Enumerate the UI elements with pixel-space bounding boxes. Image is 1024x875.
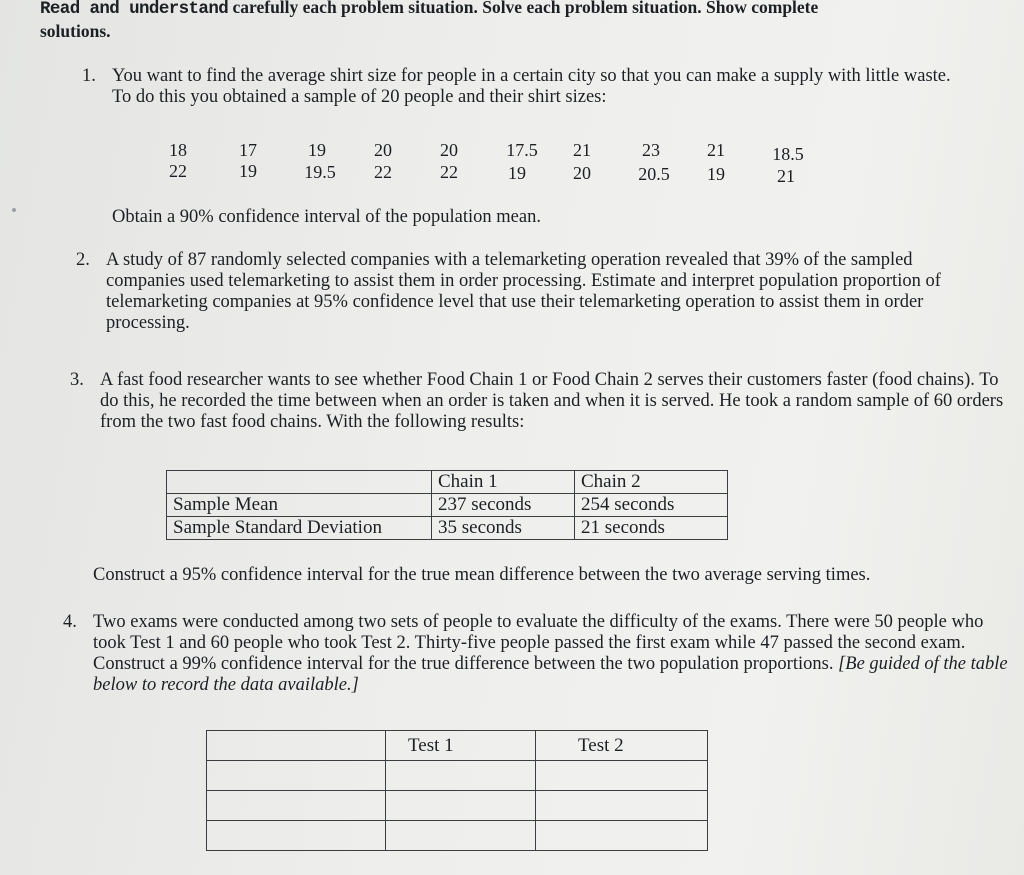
table-cell	[386, 761, 536, 791]
table-cell	[536, 761, 708, 791]
table-cell	[386, 821, 536, 851]
table-cell	[207, 821, 386, 851]
shirt-size-value: 23	[642, 140, 660, 160]
table-header-cell: Test 2	[536, 731, 708, 761]
problem-3-question: Construct a 95% confidence interval for the true mean difference between the two average serving times.	[93, 565, 871, 585]
table-row	[207, 821, 708, 851]
shirt-size-value: 19	[239, 161, 257, 181]
table-cell	[207, 761, 386, 791]
shirt-size-value: 20	[440, 140, 458, 160]
table-row	[167, 471, 728, 494]
problem-1-text: You want to find the average shirt size for people in a certain city so that you can make a supply with little waste. To do this you obtained a sample of 20 people and their shirt sizes:	[112, 66, 951, 107]
table-row	[207, 791, 708, 821]
table-cell: Sample Mean	[167, 494, 432, 517]
table-cell	[386, 791, 536, 821]
problem-4	[63, 612, 1018, 696]
problem-2	[76, 250, 981, 334]
shirt-size-value: 18.5	[772, 144, 804, 164]
table-cell	[536, 821, 708, 851]
shirt-size-value: 20.5	[638, 164, 670, 184]
table-cell: 35 seconds	[432, 517, 575, 540]
header-bold-lead: Read and understand	[40, 0, 229, 19]
shirt-size-value: 19	[707, 164, 725, 184]
problem-4-number: 4.	[63, 612, 77, 632]
shirt-size-value: 21	[707, 140, 725, 160]
table-header-cell: Chain 1	[432, 471, 575, 494]
shirt-size-value: 22	[374, 162, 392, 182]
shirt-size-value: 21	[573, 140, 591, 160]
shirt-size-value: 19	[508, 163, 526, 183]
instructions-header	[40, 0, 970, 42]
problem-4-note: [Be guided of the table below to record the data available.]	[93, 654, 1008, 695]
table-cell	[207, 791, 386, 821]
shirt-size-value: 20	[374, 140, 392, 160]
table-cell	[536, 791, 708, 821]
stray-mark	[12, 208, 16, 212]
problem-2-text: A study of 87 randomly selected companies with a telemarketing operation revealed that 39% of the sampled companies used telemarketing to assist them in order processing. Estimate and interpret population proportion of telemarketing companies at 95% confidence level that use their telemarketing operation to assist them in order processing.	[106, 250, 941, 333]
problem-2-number: 2.	[76, 250, 90, 270]
table-row	[167, 494, 728, 517]
problem-3-text: A fast food researcher wants to see whether Food Chain 1 or Food Chain 2 serves their customers faster (food chains). To do this, he recorded the time between when an order is taken and when it is served. He took a random sample of 60 orders from the two fast food chains. With the following results:	[100, 370, 1004, 432]
table-cell: 21 seconds	[575, 517, 728, 540]
problem-1-number: 1.	[82, 66, 96, 86]
shirt-size-value: 19.5	[304, 162, 336, 182]
table-cell	[167, 471, 432, 494]
table-header-cell: Chain 2	[575, 471, 728, 494]
problem-4-text: Two exams were conducted among two sets of people to evaluate the difficulty of the exams. There were 50 people who took Test 1 and 60 people who took Test 2. Thirty-five people passed the first exam while 47 passed the second exam. Construct a 99% confidence interval for the true difference between the two population proportions.	[93, 612, 984, 674]
shirt-size-value: 17	[239, 140, 257, 160]
table-cell: 237 seconds	[432, 494, 575, 517]
shirt-size-value: 18	[169, 140, 187, 160]
shirt-size-value: 21	[777, 166, 795, 186]
header-line1-rest: carefully each problem situation. Solve each problem situation. Show complete	[228, 0, 819, 17]
table-row	[207, 731, 708, 761]
table-cell	[207, 731, 386, 761]
shirt-size-value: 22	[440, 162, 458, 182]
exam-data-table	[206, 730, 708, 851]
shirt-size-value: 19	[308, 140, 326, 160]
problem-1	[82, 66, 962, 108]
table-row	[167, 517, 728, 540]
table-header-cell: Test 1	[386, 731, 536, 761]
table-row	[207, 761, 708, 791]
shirt-size-value: 17.5	[506, 140, 538, 160]
problem-3	[70, 370, 1015, 433]
shirt-size-value: 22	[169, 161, 187, 181]
header-line2: solutions.	[40, 21, 111, 41]
problem-3-number: 3.	[70, 370, 84, 390]
shirt-size-value: 20	[573, 163, 591, 183]
table-cell: 254 seconds	[575, 494, 728, 517]
table-cell: Sample Standard Deviation	[167, 517, 432, 540]
food-chain-table	[166, 470, 728, 540]
problem-1-question: Obtain a 90% confidence interval of the population mean.	[112, 207, 541, 227]
